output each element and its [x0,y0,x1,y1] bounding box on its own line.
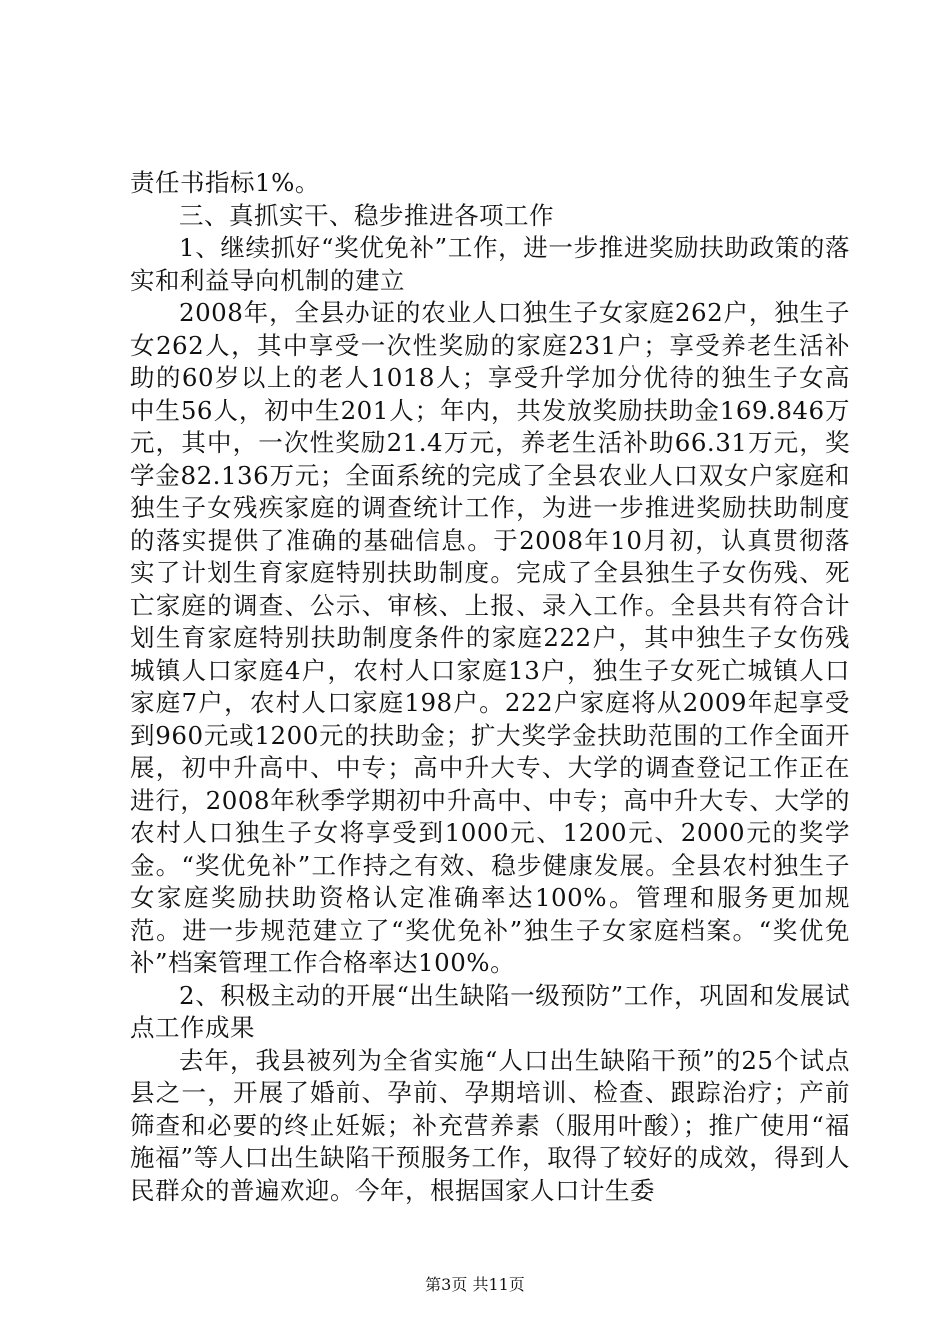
subsection-heading: 1、继续抓好“奖优免补”工作，进一步推进奖励扶助政策的落实和利益导向机制的建立 [130,233,850,295]
paragraph: 责任书指标1%。 [130,168,320,197]
page-footer [0,1272,950,1295]
document-body [130,167,850,1207]
paragraph: 去年，我县被列为全省实施“人口出生缺陷干预”的25个试点县之一，开展了婚前、孕前、孕期培训、检查、跟踪治疗；产前筛查和必要的终止妊娠；补充营养素（服用叶酸）；推广使用“福施福”等人口出生缺陷干预服务工作，取得了较好的成效，得到人民群众的普遍欢迎。今年，根据国家人口计生委 [130,1045,850,1205]
page-number: 第3页 共11页 [425,1275,525,1294]
section-heading: 三、真抓实干、稳步推进各项工作 [179,200,554,230]
paragraph: 2008年，全县办证的农业人口独生子女家庭262户，独生子女262人，其中享受一次性奖励的家庭231户；享受养老生活补助的60岁以上的老人1018人；享受升学加分优待的独生子女高中生56人，初中生201人；年内，共发放奖励扶助金169.846万元，其中，一次性奖励21.4万元，养老生活补助66.31万元，奖学金82.136万元；全面系统的完成了全县农业人口双女户家庭和独生子女残疾家庭的调查统计工作，为进一步推进奖励扶助制度的落实提供了准确的基础信息。于2008年10月初，认真贯彻落实了计划生育家庭特别扶助制度。完成了全县独生子女伤残、死亡家庭的调查、公示、审核、上报、录入工作。全县共有符合计划生育家庭特别扶助制度条件的家庭222户，其中独生子女伤残城镇人口家庭4户，农村人口家庭13户，独生子女死亡城镇人口家庭7户，农村人口家庭198户。222户家庭将从2009年起享受到960元或1200元的扶助金；扩大奖学金扶助范围的工作全面开展，初中升高中、中专；高中升大专、大学的调查登记工作正在进行，2008年秋季学期初中升高中、中专；高中升大专、大学的农村人口独生子女将享受到1000元、1200元、2000元的奖学金。“奖优免补”工作持之有效、稳步健康发展。全县农村独生子女家庭奖励扶助资格认定准确率达100%。管理和服务更加规范。进一步规范建立了“奖优免补”独生子女家庭档案。“奖优免补”档案管理工作合格率达100%。 [130,298,850,977]
subsection-heading: 2、积极主动的开展“出生缺陷一级预防”工作，巩固和发展试点工作成果 [130,980,850,1042]
